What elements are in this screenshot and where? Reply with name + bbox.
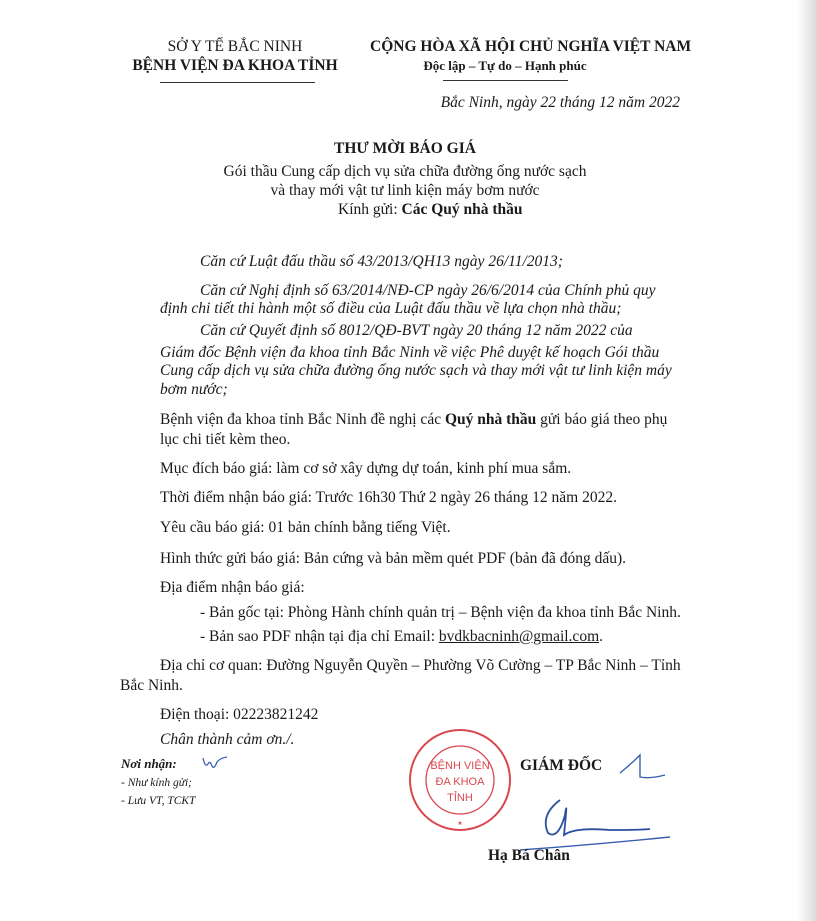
- divider: [443, 80, 568, 81]
- thanks: Chân thành cảm ơn./.: [160, 731, 295, 748]
- item-purpose: Mục đích báo giá: làm cơ sở xây dựng dự toán, kinh phí mua sắm.: [160, 460, 572, 477]
- item-deadline: Thời điểm nhận báo giá: Trước 16h30 Thứ 2 ngày 26 tháng 12 năm 2022.: [160, 489, 617, 506]
- email-link[interactable]: bvdkbacninh@gmail.com: [438, 628, 600, 645]
- basis-line: Giám đốc Bệnh viện đa khoa tỉnh Bắc Ninh về việc Phê duyệt kế hoạch Gói thầu: [160, 344, 660, 361]
- request-paragraph: Bệnh viện đa khoa tỉnh Bắc Ninh đề nghị các Quý nhà thầu gửi báo giá theo phụ: [160, 411, 668, 428]
- subtitle-line: và thay mới vật tư linh kiện máy bơm nước: [270, 182, 540, 199]
- document-date: Bắc Ninh, ngày 22 tháng 12 năm 2022: [440, 94, 680, 111]
- stamp-text: BỆNH VIỆN: [430, 760, 490, 772]
- basis-line: Căn cứ Quyết định số 8012/QĐ-BVT ngày 20 tháng 12 năm 2022 của: [200, 322, 633, 339]
- signatory-name: Hạ Bá Chân: [488, 847, 570, 864]
- initial-mark-icon: [200, 754, 230, 772]
- hospital-name: BỆNH VIỆN ĐA KHOA TỈNH: [132, 57, 338, 74]
- request-paragraph-line2: lục chi tiết kèm theo.: [160, 431, 291, 448]
- basis-line: Căn cứ Nghị định số 63/2014/NĐ-CP ngày 26/6/2014 của Chính phủ quy: [200, 282, 656, 299]
- greeting: Kính gửi: Các Quý nhà thầu: [338, 201, 523, 218]
- basis-line: bơm nước;: [160, 381, 228, 398]
- basis-line: Căn cứ Luật đấu thầu số 43/2013/QH13 ngày 26/11/2013;: [200, 253, 563, 270]
- basis-line: định chi tiết thi hành một số điều của Luật đấu thầu về lựa chọn nhà thầu;: [160, 300, 622, 317]
- signature-icon: [480, 745, 670, 855]
- location-email: - Bản sao PDF nhận tại địa chỉ Email: bvdkbacninh@gmail.com.: [200, 628, 603, 645]
- page-edge: [797, 0, 817, 921]
- recipients-label: Nơi nhận:: [121, 756, 177, 771]
- item-requirement: Yêu cầu báo giá: 01 bản chính bằng tiếng Việt.: [160, 519, 451, 536]
- stamp-text: TỈNH: [447, 792, 473, 804]
- national-title: CỘNG HÒA XÃ HỘI CHỦ NGHĨA VIỆT NAM: [370, 38, 692, 55]
- address: Địa chỉ cơ quan: Đường Nguyễn Quyền – Phường Võ Cường – TP Bắc Ninh – Tỉnh: [160, 657, 681, 674]
- document-title: THƯ MỜI BÁO GIÁ: [334, 140, 476, 157]
- location-original: - Bản gốc tại: Phòng Hành chính quản trị – Bệnh viện đa khoa tỉnh Bắc Ninh.: [200, 604, 681, 621]
- ministry-name: SỞ Y TẾ BẮC NINH: [167, 38, 303, 55]
- divider: [160, 82, 315, 83]
- signatory-role: GIÁM ĐỐC: [520, 757, 603, 774]
- phone: Điện thoại: 02223821242: [160, 706, 319, 723]
- subtitle-line: Gói thầu Cung cấp dịch vụ sửa chữa đường ống nước sạch: [223, 163, 587, 180]
- item-format: Hình thức gửi báo giá: Bản cứng và bản mềm quét PDF (bản đã đóng dấu).: [160, 550, 626, 567]
- recipient-item: - Như kính gửi;: [121, 777, 192, 789]
- stamp-text: ĐA KHOA: [435, 776, 485, 788]
- recipient-item: - Lưu VT, TCKT: [121, 795, 196, 807]
- address-line2: Bắc Ninh.: [120, 677, 183, 694]
- svg-text:★: ★: [457, 821, 463, 827]
- item-location: Địa điểm nhận báo giá:: [160, 579, 305, 596]
- basis-line: Cung cấp dịch vụ sửa chữa đường ống nước sạch và thay mới vật tư linh kiện máy: [160, 362, 672, 379]
- national-motto: Độc lập – Tự do – Hạnh phúc: [423, 58, 587, 73]
